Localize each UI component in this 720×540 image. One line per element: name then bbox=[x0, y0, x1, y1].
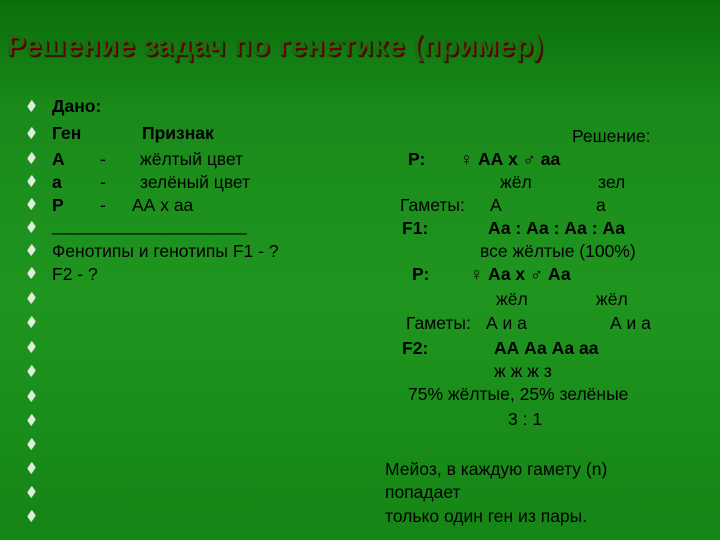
bullet-marker bbox=[27, 221, 36, 233]
bullet-marker bbox=[27, 365, 36, 377]
bullet-marker bbox=[27, 198, 36, 210]
bullet-marker bbox=[27, 127, 36, 139]
bullet-marker bbox=[27, 438, 36, 450]
gametes2-male: А и а bbox=[610, 313, 651, 333]
gametes1-female: А bbox=[490, 195, 502, 215]
row-parents-dash: - bbox=[100, 195, 106, 215]
f1-label: F1: bbox=[402, 218, 429, 238]
row-dominant-dash: - bbox=[100, 149, 106, 169]
question-f2: F2 - ? bbox=[52, 264, 98, 284]
bullet-marker bbox=[27, 292, 36, 304]
bullet-marker bbox=[27, 244, 36, 256]
p2-label: Р: bbox=[412, 264, 430, 284]
trait-column-header: Признак bbox=[142, 123, 214, 143]
bullet-marker bbox=[27, 390, 36, 402]
bullet-marker bbox=[27, 316, 36, 328]
meiosis-note-line-1: Мейоз, в каждую гамету (n) bbox=[385, 459, 608, 479]
slide-title: Решение задач по генетике (пример) bbox=[6, 30, 543, 62]
p2-phenotype-female: жёл bbox=[496, 289, 528, 309]
row-recessive-dash: - bbox=[100, 172, 106, 192]
ratio-value: 3 : 1 bbox=[508, 409, 543, 429]
given-heading: Дано: bbox=[52, 96, 102, 116]
bullet-marker bbox=[27, 152, 36, 164]
p1-cross: ♀ АА х ♂ аа bbox=[460, 149, 561, 169]
bullet-marker bbox=[27, 175, 36, 187]
row-parents-cross: АА х аа bbox=[132, 195, 194, 215]
gametes1-label: Гаметы: bbox=[400, 195, 465, 215]
meiosis-note-line-3: только один ген из пары. bbox=[385, 506, 588, 526]
gene-column-header: Ген bbox=[52, 123, 82, 143]
f2-genotypes: АА Аа Аа аа bbox=[494, 338, 599, 358]
row-parents-label: Р bbox=[52, 195, 64, 215]
row-dominant-gene: А bbox=[52, 149, 65, 169]
row-recessive-gene: а bbox=[52, 172, 62, 192]
p1-phenotype-female: жёл bbox=[500, 172, 532, 192]
p1-label: Р: bbox=[408, 149, 426, 169]
meiosis-note-line-2: попадает bbox=[385, 482, 461, 502]
bullet-marker bbox=[27, 267, 36, 279]
ratio-percent: 75% жёлтые, 25% зелёные bbox=[408, 384, 629, 404]
question-f1: Фенотипы и генотипы F1 - ? bbox=[52, 241, 279, 261]
solution-heading: Решение: bbox=[572, 126, 651, 146]
bullet-marker bbox=[27, 462, 36, 474]
p1-phenotype-male: зел bbox=[598, 172, 626, 192]
f2-label: F2: bbox=[402, 338, 429, 358]
row-recessive-trait: зелёный цвет bbox=[140, 172, 251, 192]
row-dominant-trait: жёлтый цвет bbox=[140, 149, 244, 169]
gametes2-female: А и а bbox=[486, 313, 527, 333]
p2-phenotype-male: жёл bbox=[596, 289, 628, 309]
bullet-marker bbox=[27, 486, 36, 498]
bullet-marker bbox=[27, 414, 36, 426]
bullet-marker bbox=[27, 100, 36, 112]
f2-phenotypes: ж ж ж з bbox=[494, 361, 552, 381]
f1-phenotype: все жёлтые (100%) bbox=[480, 241, 636, 261]
f1-genotypes: Аа : Аа : Аа : Аа bbox=[488, 218, 625, 238]
gametes1-male: а bbox=[596, 195, 606, 215]
separator-line: ____________________ bbox=[52, 215, 247, 235]
p2-cross: ♀ Аа х ♂ Аа bbox=[470, 264, 571, 284]
bullet-marker bbox=[27, 341, 36, 353]
gametes2-label: Гаметы: bbox=[406, 313, 471, 333]
bullet-marker bbox=[27, 510, 36, 522]
